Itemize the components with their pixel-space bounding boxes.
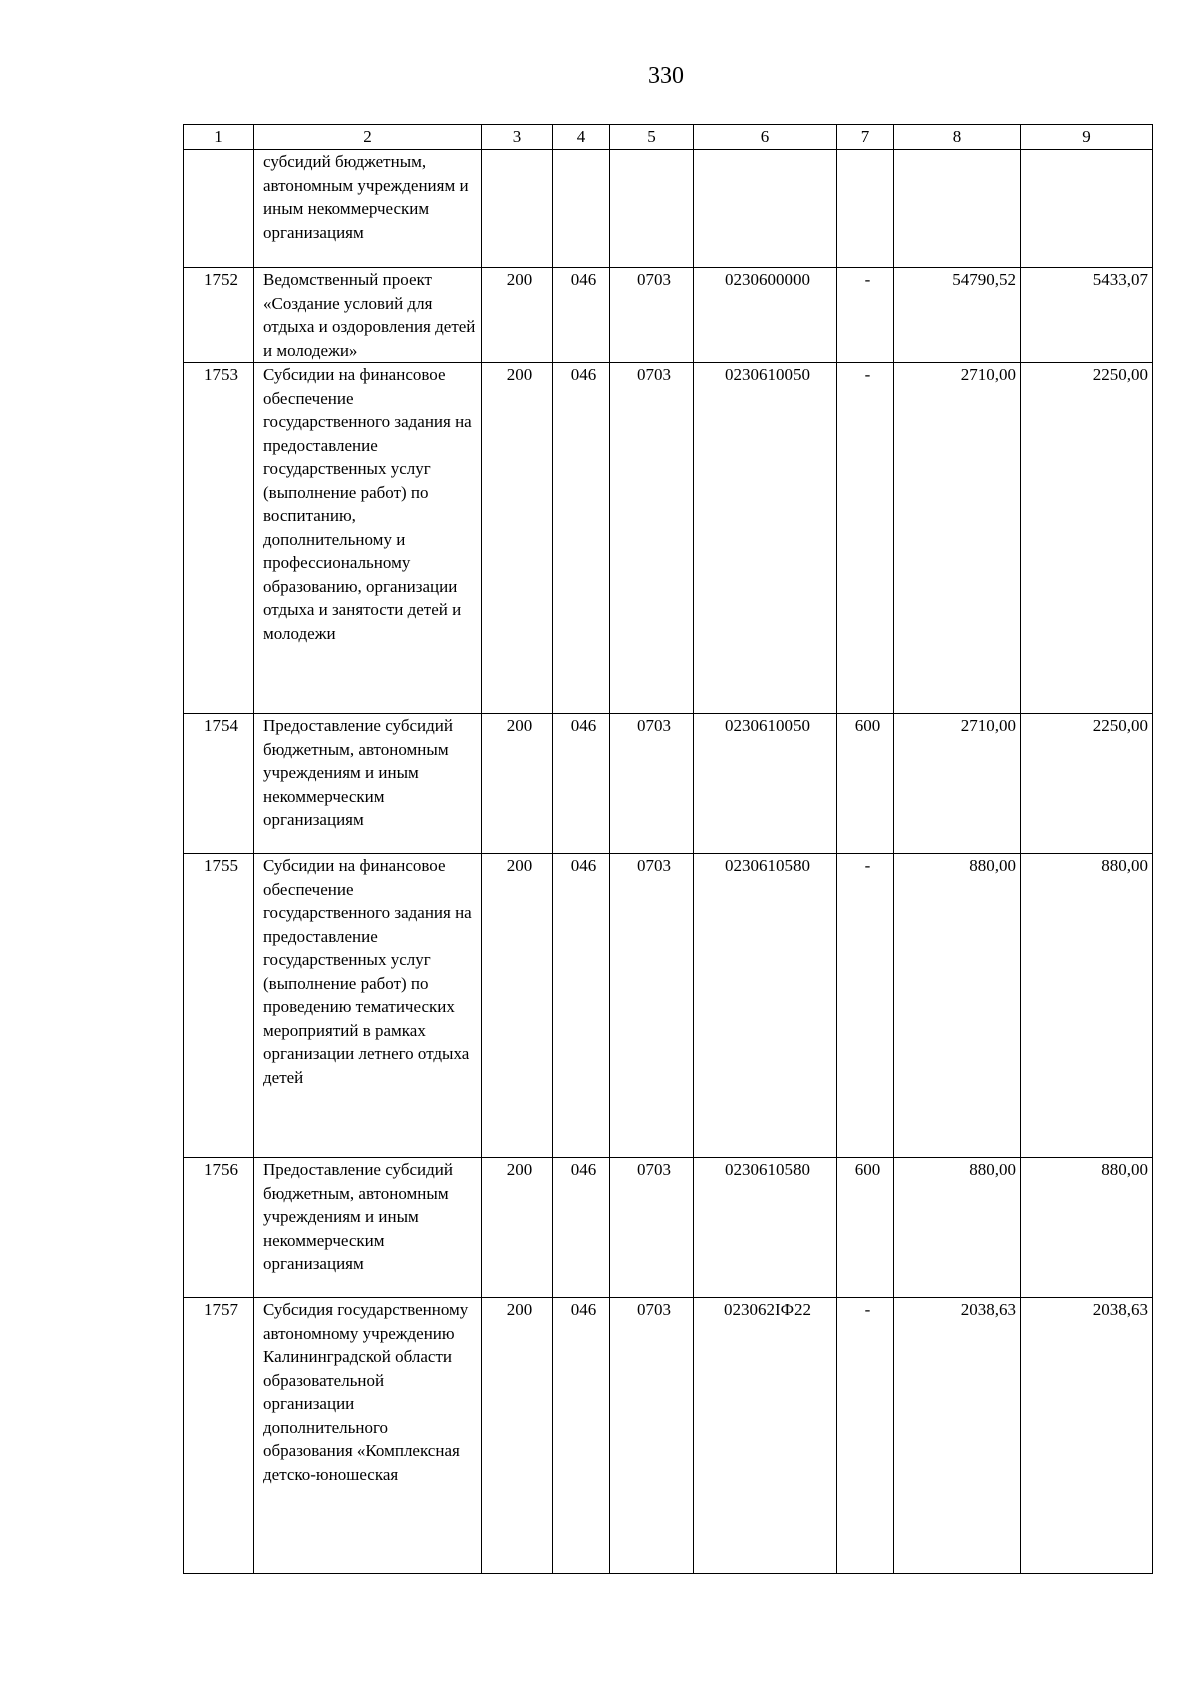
cell-c8: 2038,63	[894, 1298, 1021, 1574]
header-col-2: 2	[254, 125, 482, 150]
cell-name: Субсидии на финансовое обеспечение государственного задания на предоставление государственных услуг (выполнение работ) по проведению тематических мероприятий в рамках организации летнего отдыха детей	[254, 854, 482, 1158]
cell-c5: 0703	[610, 268, 694, 363]
cell-c6: 0230610580	[694, 1158, 837, 1298]
cell-c5: 0703	[610, 714, 694, 854]
cell-c4: 046	[553, 854, 610, 1158]
header-col-9: 9	[1021, 125, 1153, 150]
cell-c5: 0703	[610, 1158, 694, 1298]
cell-c7	[837, 150, 894, 268]
cell-c3: 200	[482, 1298, 553, 1574]
cell-c7: -	[837, 854, 894, 1158]
cell-c9: 2038,63	[1021, 1298, 1153, 1574]
cell-c6: 0230600000	[694, 268, 837, 363]
cell-c8: 880,00	[894, 1158, 1021, 1298]
cell-c3	[482, 150, 553, 268]
header-row	[184, 125, 1153, 150]
cell-c8: 54790,52	[894, 268, 1021, 363]
cell-c4: 046	[553, 1158, 610, 1298]
cell-c9: 2250,00	[1021, 363, 1153, 714]
cell-c8: 2710,00	[894, 714, 1021, 854]
cell-num: 1755	[184, 854, 254, 1158]
cell-c9: 5433,07	[1021, 268, 1153, 363]
cell-name: Предоставление субсидий бюджетным, автономным учреждениям и иным некоммерческим организациям	[254, 1158, 482, 1298]
cell-c9: 2250,00	[1021, 714, 1153, 854]
table-row	[184, 714, 1153, 854]
table-row	[184, 268, 1153, 363]
cell-c8	[894, 150, 1021, 268]
table-row	[184, 854, 1153, 1158]
cell-c6: 023062IФ22	[694, 1298, 837, 1574]
cell-c6: 0230610580	[694, 854, 837, 1158]
cell-name: субсидий бюджетным, автономным учреждениям и иным некоммерческим организациям	[254, 150, 482, 268]
cell-c7: -	[837, 1298, 894, 1574]
cell-c4: 046	[553, 714, 610, 854]
cell-num: 1752	[184, 268, 254, 363]
cell-num	[184, 150, 254, 268]
header-col-5: 5	[610, 125, 694, 150]
header-col-3: 3	[482, 125, 553, 150]
cell-c5	[610, 150, 694, 268]
cell-num: 1756	[184, 1158, 254, 1298]
cell-c9: 880,00	[1021, 854, 1153, 1158]
table-row-continued	[184, 150, 1153, 268]
cell-c6	[694, 150, 837, 268]
cell-c7: 600	[837, 1158, 894, 1298]
cell-num: 1753	[184, 363, 254, 714]
cell-c4: 046	[553, 1298, 610, 1574]
cell-c6: 0230610050	[694, 714, 837, 854]
cell-num: 1754	[184, 714, 254, 854]
cell-c4: 046	[553, 363, 610, 714]
header-col-4: 4	[553, 125, 610, 150]
table-row	[184, 1298, 1153, 1574]
cell-c4: 046	[553, 268, 610, 363]
cell-c5: 0703	[610, 854, 694, 1158]
header-col-6: 6	[694, 125, 837, 150]
cell-name: Предоставление субсидий бюджетным, автономным учреждениям и иным некоммерческим организациям	[254, 714, 482, 854]
cell-c3: 200	[482, 1158, 553, 1298]
cell-c3: 200	[482, 714, 553, 854]
budget-table	[183, 124, 1153, 1574]
cell-c6: 0230610050	[694, 363, 837, 714]
cell-name: Субсидии на финансовое обеспечение государственного задания на предоставление государственных услуг (выполнение работ) по воспитанию, дополнительному и профессиональному образованию, организации отдыха и занятости детей и молодежи	[254, 363, 482, 714]
table-row	[184, 363, 1153, 714]
table-row	[184, 1158, 1153, 1298]
cell-c4	[553, 150, 610, 268]
cell-c7: 600	[837, 714, 894, 854]
cell-c7: -	[837, 268, 894, 363]
cell-num: 1757	[184, 1298, 254, 1574]
header-col-1: 1	[184, 125, 254, 150]
cell-c9	[1021, 150, 1153, 268]
cell-name: Субсидия государственному автономному учреждению Калининградской области образовательной организации дополнительного образования «Комплексная детско-юношеская	[254, 1298, 482, 1574]
header-col-7: 7	[837, 125, 894, 150]
header-col-8: 8	[894, 125, 1021, 150]
cell-c3: 200	[482, 268, 553, 363]
cell-c3: 200	[482, 854, 553, 1158]
cell-c5: 0703	[610, 1298, 694, 1574]
cell-c3: 200	[482, 363, 553, 714]
cell-c5: 0703	[610, 363, 694, 714]
cell-c8: 2710,00	[894, 363, 1021, 714]
cell-c8: 880,00	[894, 854, 1021, 1158]
cell-c9: 880,00	[1021, 1158, 1153, 1298]
cell-name: Ведомственный проект «Создание условий для отдыха и оздоровления детей и молодежи»	[254, 268, 482, 363]
cell-c7: -	[837, 363, 894, 714]
page-number: 330	[648, 63, 684, 89]
